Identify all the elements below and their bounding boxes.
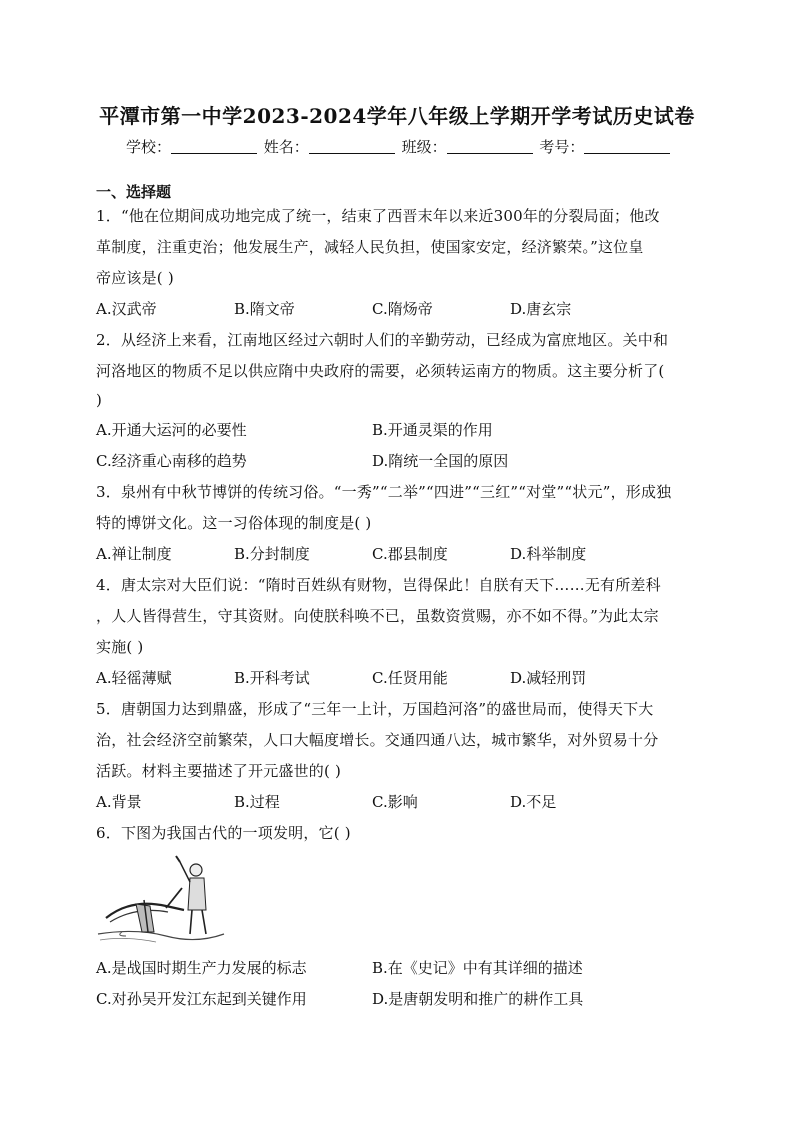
name-label: 姓名： bbox=[263, 138, 309, 156]
q6-line-1: 6．下图为我国古代的一项发明，它( ) bbox=[96, 824, 351, 842]
class-blank[interactable] bbox=[447, 139, 533, 154]
q2-line-1: 2．从经济上来看，江南地区经过六朝时人们的辛勤劳动，已经成为富庶地区。关中和 bbox=[96, 331, 669, 349]
school-label: 学校： bbox=[126, 138, 172, 156]
q2-line-3: ) bbox=[96, 391, 103, 409]
q1-line-3: 帝应该是( ) bbox=[96, 269, 174, 287]
q1-option-c[interactable]: C.隋炀帝 bbox=[372, 300, 433, 318]
section-heading: 一、选择题 bbox=[96, 183, 172, 201]
q2-line-2: 河洛地区的物质不足以供应隋中央政府的需要，必须转运南方的物质。这主要分析了( bbox=[96, 362, 665, 380]
q5-line-3: 活跃。材料主要描述了开元盛世的( ) bbox=[96, 762, 342, 780]
q5-option-a[interactable]: A.背景 bbox=[96, 793, 142, 811]
student-info-row bbox=[126, 136, 672, 157]
q5-option-b[interactable]: B.过程 bbox=[234, 793, 280, 811]
class-label: 班级： bbox=[401, 138, 447, 156]
q2-option-b[interactable]: B.开通灵渠的作用 bbox=[372, 421, 493, 439]
name-blank[interactable] bbox=[309, 139, 395, 154]
q1-line-2: 革制度，注重吏治；他发展生产，减轻人民负担，使国家安定，经济繁荣。”这位皇 bbox=[96, 238, 644, 256]
id-label: 考号： bbox=[539, 138, 585, 156]
q3-option-c[interactable]: C.郡县制度 bbox=[372, 545, 448, 563]
q4-option-d[interactable]: D.减轻刑罚 bbox=[510, 669, 587, 687]
q4-option-b[interactable]: B.开科考试 bbox=[234, 669, 310, 687]
q5-line-2: 治，社会经济空前繁荣，人口大幅度增长。交通四通八达，城市繁华，对外贸易十分 bbox=[96, 731, 659, 749]
q6-option-b[interactable]: B.在《史记》中有其详细的描述 bbox=[372, 959, 583, 977]
q6-option-c[interactable]: C.对孙吴开发江东起到关键作用 bbox=[96, 990, 307, 1008]
q1-option-b[interactable]: B.隋文帝 bbox=[234, 300, 295, 318]
q2-option-d[interactable]: D.隋统一全国的原因 bbox=[372, 452, 509, 470]
q1-line-1: 1．“他在位期间成功地完成了统一，结束了西晋末年以来近300年的分裂局面；他改 bbox=[96, 207, 660, 225]
q1-option-a[interactable]: A.汉武帝 bbox=[96, 300, 157, 318]
school-blank[interactable] bbox=[171, 139, 257, 154]
q3-line-2: 特的博饼文化。这一习俗体现的制度是( ) bbox=[96, 514, 372, 532]
q2-option-a[interactable]: A.开通大运河的必要性 bbox=[96, 421, 247, 439]
q4-option-a[interactable]: A.轻徭薄赋 bbox=[96, 669, 172, 687]
id-blank[interactable] bbox=[584, 139, 670, 154]
q3-option-b[interactable]: B.分封制度 bbox=[234, 545, 310, 563]
page-title: 平潭市第一中学2023-2024学年八年级上学期开学考试历史试卷 bbox=[99, 104, 695, 128]
q4-option-c[interactable]: C.任贤用能 bbox=[372, 669, 448, 687]
q6-option-d[interactable]: D.是唐朝发明和推广的耕作工具 bbox=[372, 990, 584, 1008]
q6-option-a[interactable]: A.是战国时期生产力发展的标志 bbox=[96, 959, 307, 977]
q4-line-2: ，人人皆得营生，守其资财。向使朕科唤不已，虽数资赏赐，亦不如不得。”为此太宗 bbox=[96, 607, 659, 625]
q4-line-1: 4．唐太宗对大臣们说：“隋时百姓纵有财物，岂得保此！自朕有天下……无有所差科 bbox=[96, 576, 661, 594]
q3-option-d[interactable]: D.科举制度 bbox=[510, 545, 587, 563]
q5-option-c[interactable]: C.影响 bbox=[372, 793, 418, 811]
q1-option-d[interactable]: D.唐玄宗 bbox=[510, 300, 572, 318]
q5-option-d[interactable]: D.不足 bbox=[510, 793, 557, 811]
q3-option-a[interactable]: A.禅让制度 bbox=[96, 545, 172, 563]
q3-line-1: 3．泉州有中秋节博饼的传统习俗。“一秀”“二举”“四进”“三红”“对堂”“状元”，形成独 bbox=[96, 483, 672, 501]
q2-option-c[interactable]: C.经济重心南移的趋势 bbox=[96, 452, 247, 470]
plow-illustration bbox=[96, 848, 226, 946]
q5-line-1: 5．唐朝国力达到鼎盛，形成了“三年一上计，万国趋河洛”的盛世局而，使得天下大 bbox=[96, 700, 654, 718]
q4-line-3: 实施( ) bbox=[96, 638, 144, 656]
